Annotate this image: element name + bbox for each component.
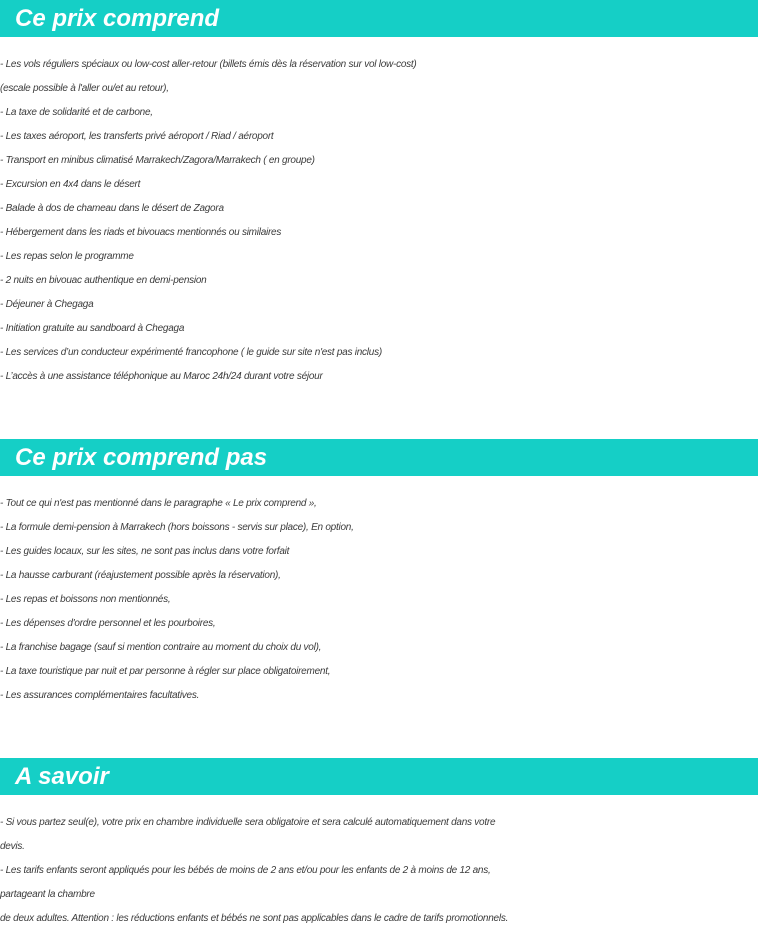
- list-item: - Si vous partez seul(e), votre prix en chambre individuelle sera obligatoire et sera calculé automatiquement dans votre: [0, 817, 496, 828]
- list-item: - La taxe de solidarité et de carbone,: [0, 107, 153, 118]
- list-item: - La taxe touristique par nuit et par personne à régler sur place obligatoirement,: [0, 666, 331, 677]
- good-to-know-list: [0, 811, 758, 931]
- list-item: - La formule demi-pension à Marrakech (hors boissons - servis sur place), En option,: [0, 522, 354, 533]
- list-item: - La franchise bagage (sauf si mention contraire au moment du choix du vol),: [0, 642, 322, 653]
- list-item: - Les guides locaux, sur les sites, ne sont pas inclus dans votre forfait: [0, 546, 290, 557]
- list-item: - La hausse carburant (réajustement possible après la réservation),: [0, 570, 281, 581]
- section-banner-not-included: [0, 439, 758, 476]
- list-item: - Hébergement dans les riads et bivouacs mentionnés ou similaires: [0, 227, 282, 238]
- list-item: devis.: [0, 841, 25, 852]
- list-item: de deux adultes. Attention : les réductions enfants et bébés ne sont pas applicables dans le cadre de tarifs promotionnels.: [0, 913, 509, 924]
- section-banner-good-to-know: [0, 758, 758, 795]
- not-included-list: [0, 492, 758, 708]
- list-item: - Les taxes aéroport, les transferts privé aéroport / Riad / aéroport: [0, 131, 274, 142]
- section-title-not-included: Ce prix comprend pas: [15, 444, 268, 471]
- list-item: - Excursion en 4x4 dans le désert: [0, 179, 141, 190]
- list-item: - Les vols réguliers spéciaux ou low-cost aller-retour (billets émis dès la réservation sur vol low-cost): [0, 59, 417, 70]
- list-item: - Initiation gratuite au sandboard à Chegaga: [0, 323, 185, 334]
- list-item: - Tout ce qui n'est pas mentionné dans le paragraphe « Le prix comprend »,: [0, 498, 317, 509]
- list-item: - Les dépenses d'ordre personnel et les pourboires,: [0, 618, 216, 629]
- section-banner-included: [0, 0, 758, 37]
- list-item: - Les services d’un conducteur expérimenté francophone ( le guide sur site n'est pas inclus): [0, 347, 382, 358]
- list-item: - L’accès à une assistance téléphonique au Maroc 24h/24 durant votre séjour: [0, 371, 323, 382]
- list-item: - Balade à dos de chameau dans le désert de Zagora: [0, 203, 224, 214]
- list-item: - Transport en minibus climatisé Marrakech/Zagora/Marrakech ( en groupe): [0, 155, 315, 166]
- section-title-included: Ce prix comprend: [15, 5, 220, 32]
- included-list: [0, 53, 758, 389]
- section-title-good-to-know: A savoir: [15, 763, 109, 790]
- list-item: partageant la chambre: [0, 889, 95, 900]
- list-item: - Les repas et boissons non mentionnés,: [0, 594, 171, 605]
- list-item: - Les repas selon le programme: [0, 251, 134, 262]
- list-item: - 2 nuits en bivouac authentique en demi-pension: [0, 275, 207, 286]
- list-item: - Les assurances complémentaires facultatives.: [0, 690, 200, 701]
- list-item: (escale possible à l'aller ou/et au retour),: [0, 83, 169, 94]
- list-item: - Déjeuner à Chegaga: [0, 299, 94, 310]
- list-item: - Les tarifs enfants seront appliqués pour les bébés de moins de 2 ans et/ou pour les enfants de 2 à moins de 12 ans,: [0, 865, 491, 876]
